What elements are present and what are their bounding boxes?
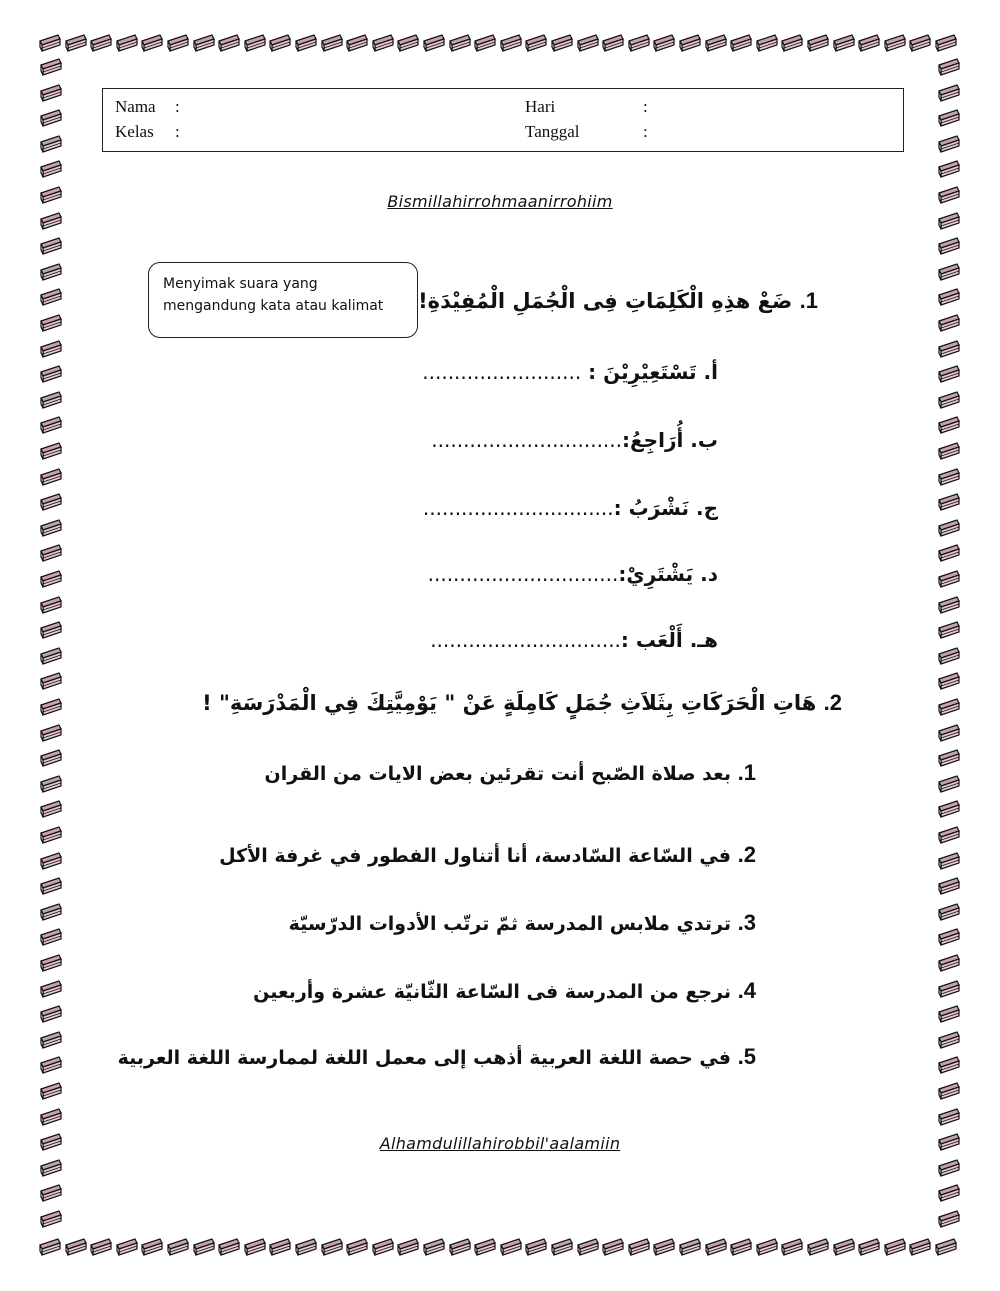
- tanggal-colon: :: [643, 122, 648, 141]
- q1-item-sep: :: [613, 496, 622, 520]
- cake-slice-icon: [64, 1236, 88, 1258]
- cake-slice-icon: [937, 1106, 961, 1128]
- cake-slice-icon: [64, 32, 88, 54]
- cake-slice-icon: [39, 850, 63, 872]
- cake-slice-icon: [937, 747, 961, 769]
- cake-slice-icon: [704, 32, 728, 54]
- cake-slice-icon: [192, 32, 216, 54]
- cake-slice-icon: [937, 670, 961, 692]
- cake-slice-icon: [268, 32, 292, 54]
- cake-slice-icon: [243, 32, 267, 54]
- cake-slice-icon: [937, 210, 961, 232]
- cake-slice-icon: [937, 542, 961, 564]
- nama-field: [115, 97, 180, 117]
- cake-slice-icon: [678, 1236, 702, 1258]
- cake-slice-icon: [345, 1236, 369, 1258]
- cake-slice-icon: [937, 901, 961, 923]
- cake-slice-icon: [320, 32, 344, 54]
- cake-slice-icon: [937, 850, 961, 872]
- cake-slice-icon: [473, 32, 497, 54]
- cake-slice-icon: [550, 32, 574, 54]
- cake-slice-icon: [937, 875, 961, 897]
- cake-slice-icon: [39, 722, 63, 744]
- q1-item-letter: ج.: [695, 496, 718, 520]
- cake-slice-icon: [908, 32, 932, 54]
- cake-slice-icon: [39, 926, 63, 948]
- cake-slice-icon: [140, 32, 164, 54]
- cake-slice-icon: [39, 798, 63, 820]
- q1-item-blank: ..............................: [430, 628, 621, 652]
- question-2-number: 2.: [823, 690, 842, 715]
- q1-item: [431, 428, 718, 452]
- cake-slice-icon: [937, 107, 961, 129]
- cake-slice-icon: [937, 440, 961, 462]
- cake-slice-icon: [755, 32, 779, 54]
- q1-item-blank: ..............................: [427, 562, 619, 586]
- q2-sentence: [219, 842, 756, 868]
- cake-slice-icon: [729, 1236, 753, 1258]
- cake-slice-icon: [937, 261, 961, 283]
- border-left: [38, 56, 64, 1234]
- q1-item-letter: د.: [700, 562, 718, 586]
- cake-slice-icon: [39, 1080, 63, 1102]
- cake-slice-icon: [39, 747, 63, 769]
- q2-sentence: [253, 978, 756, 1004]
- cake-slice-icon: [937, 82, 961, 104]
- cake-slice-icon: [937, 235, 961, 257]
- cake-slice-icon: [937, 1208, 961, 1230]
- cake-slice-icon: [832, 32, 856, 54]
- cake-slice-icon: [39, 414, 63, 436]
- q2-sentence-number: 4.: [737, 978, 756, 1003]
- q1-item-blank: .........................: [422, 360, 582, 384]
- cake-slice-icon: [39, 1029, 63, 1051]
- cake-slice-icon: [448, 1236, 472, 1258]
- border-right: [936, 56, 962, 1234]
- cake-slice-icon: [883, 1236, 907, 1258]
- cake-slice-icon: [39, 491, 63, 513]
- cake-slice-icon: [937, 952, 961, 974]
- q1-item-blank: ..............................: [422, 496, 614, 520]
- cake-slice-icon: [937, 1054, 961, 1076]
- nama-colon: :: [175, 97, 180, 116]
- cake-slice-icon: [89, 32, 113, 54]
- cake-slice-icon: [396, 1236, 420, 1258]
- cake-slice-icon: [601, 32, 625, 54]
- cake-slice-icon: [937, 338, 961, 360]
- question-1-number: 1.: [799, 288, 818, 313]
- cake-slice-icon: [937, 773, 961, 795]
- cake-slice-icon: [937, 312, 961, 334]
- cake-slice-icon: [39, 594, 63, 616]
- cake-slice-icon: [140, 1236, 164, 1258]
- question-2-instruction: هَاتِ الْحَرَكَاتِ بِثَلاَثِ جُمَلٍ كَامِلَةٍ عَنْ " يَوْمِيَّتِكَ فِي الْمَدْرَسَةِ" !: [202, 691, 817, 715]
- border-bottom: [38, 1234, 962, 1260]
- cake-slice-icon: [39, 158, 63, 180]
- cake-slice-icon: [524, 1236, 548, 1258]
- cake-slice-icon: [937, 466, 961, 488]
- cake-slice-icon: [422, 1236, 446, 1258]
- cake-slice-icon: [937, 56, 961, 78]
- cake-slice-icon: [937, 414, 961, 436]
- q1-item-letter: ب.: [690, 428, 718, 452]
- q1-item-sep: :: [618, 562, 627, 586]
- cake-slice-icon: [39, 133, 63, 155]
- kelas-colon: :: [175, 122, 180, 141]
- cake-slice-icon: [39, 978, 63, 1000]
- cake-slice-icon: [39, 440, 63, 462]
- cake-slice-icon: [857, 1236, 881, 1258]
- q2-sentence-number: 5.: [737, 1044, 756, 1069]
- student-info-box: [102, 88, 904, 152]
- cake-slice-icon: [937, 1080, 961, 1102]
- cake-slice-icon: [243, 1236, 267, 1258]
- cake-slice-icon: [39, 619, 63, 641]
- q1-item-letter: أ.: [703, 360, 718, 384]
- cake-slice-icon: [937, 1182, 961, 1204]
- cake-slice-icon: [39, 1106, 63, 1128]
- cake-slice-icon: [937, 1029, 961, 1051]
- kelas-field: [115, 122, 180, 142]
- cake-slice-icon: [38, 1236, 62, 1258]
- cake-slice-icon: [937, 491, 961, 513]
- cake-slice-icon: [217, 1236, 241, 1258]
- cake-slice-icon: [39, 363, 63, 385]
- cake-slice-icon: [166, 1236, 190, 1258]
- q2-sentence-text: نرجع من المدرسة فى السّاعة الثّانيّة عشرة وأربعين: [253, 981, 731, 1003]
- tanggal-field: [525, 122, 648, 142]
- q1-item: [428, 562, 718, 586]
- cake-slice-icon: [937, 158, 961, 180]
- cake-slice-icon: [729, 32, 753, 54]
- cake-slice-icon: [422, 32, 446, 54]
- cake-slice-icon: [39, 542, 63, 564]
- cake-slice-icon: [268, 1236, 292, 1258]
- nama-label: Nama: [115, 97, 156, 116]
- cake-slice-icon: [115, 32, 139, 54]
- cake-slice-icon: [39, 824, 63, 846]
- cake-slice-icon: [39, 312, 63, 334]
- cake-slice-icon: [678, 32, 702, 54]
- cake-slice-icon: [371, 32, 395, 54]
- q1-item-word: نَشْرَبُ: [628, 496, 690, 520]
- kelas-label: Kelas: [115, 122, 154, 141]
- q2-sentence-number: 2.: [737, 842, 756, 867]
- q2-sentence: [118, 1044, 756, 1070]
- cake-slice-icon: [937, 389, 961, 411]
- cake-slice-icon: [937, 568, 961, 590]
- question-2-heading: [202, 690, 842, 716]
- cake-slice-icon: [192, 1236, 216, 1258]
- cake-slice-icon: [937, 133, 961, 155]
- q1-item-word: أُرَاجِعُ: [630, 428, 684, 452]
- cake-slice-icon: [39, 568, 63, 590]
- cake-slice-icon: [39, 670, 63, 692]
- note-box: Menyimak suara yang mengandung kata atau kalimat: [148, 262, 418, 338]
- cake-slice-icon: [937, 978, 961, 1000]
- cake-slice-icon: [601, 1236, 625, 1258]
- cake-slice-icon: [806, 1236, 830, 1258]
- cake-slice-icon: [39, 389, 63, 411]
- cake-slice-icon: [294, 32, 318, 54]
- cake-slice-icon: [780, 32, 804, 54]
- cake-slice-icon: [39, 235, 63, 257]
- cake-slice-icon: [217, 32, 241, 54]
- cake-slice-icon: [576, 1236, 600, 1258]
- cake-slice-icon: [908, 1236, 932, 1258]
- cake-slice-icon: [937, 286, 961, 308]
- tanggal-label: Tanggal: [525, 122, 580, 141]
- q1-item-sep: :: [588, 360, 597, 384]
- cake-slice-icon: [937, 722, 961, 744]
- cake-slice-icon: [371, 1236, 395, 1258]
- q1-item-word: أَلْعَب: [635, 628, 683, 652]
- question-1-heading: [418, 288, 818, 314]
- cake-slice-icon: [550, 1236, 574, 1258]
- cake-slice-icon: [934, 32, 958, 54]
- cake-slice-icon: [39, 1054, 63, 1076]
- cake-slice-icon: [937, 645, 961, 667]
- cake-slice-icon: [627, 32, 651, 54]
- q2-sentence: [289, 910, 756, 936]
- cake-slice-icon: [39, 696, 63, 718]
- q2-sentence-text: بعد صلاة الصّبح أنت تقرئين بعض الايات من القران: [264, 763, 731, 785]
- cake-slice-icon: [166, 32, 190, 54]
- q1-item-sep: :: [622, 428, 631, 452]
- cake-slice-icon: [39, 286, 63, 308]
- cake-slice-icon: [345, 32, 369, 54]
- cake-slice-icon: [39, 1157, 63, 1179]
- cake-slice-icon: [937, 363, 961, 385]
- closing-title: Alhamdulillahirobbil'aalamiin: [379, 1134, 621, 1153]
- question-1-instruction: ضَعْ هذِهِ الْكَلِمَاتِ فِى الْجُمَلِ الْمُفِيْدَةِ!: [418, 289, 793, 313]
- q1-item-letter: هـ.: [689, 628, 718, 652]
- cake-slice-icon: [937, 517, 961, 539]
- q1-item-sep: :: [620, 628, 629, 652]
- q1-item: [430, 628, 718, 652]
- q1-item-word: تَسْتَعِيْرِيْنَ: [603, 360, 697, 384]
- cake-slice-icon: [396, 32, 420, 54]
- cake-slice-icon: [39, 901, 63, 923]
- cake-slice-icon: [39, 56, 63, 78]
- cake-slice-icon: [704, 1236, 728, 1258]
- cake-slice-icon: [755, 1236, 779, 1258]
- cake-slice-icon: [448, 32, 472, 54]
- cake-slice-icon: [39, 82, 63, 104]
- cake-slice-icon: [937, 594, 961, 616]
- cake-slice-icon: [524, 32, 548, 54]
- cake-slice-icon: [39, 210, 63, 232]
- cake-slice-icon: [499, 1236, 523, 1258]
- q1-item-blank: ..............................: [431, 428, 623, 452]
- cake-slice-icon: [39, 1003, 63, 1025]
- cake-slice-icon: [39, 261, 63, 283]
- cake-slice-icon: [780, 1236, 804, 1258]
- hari-field: [525, 97, 648, 117]
- cake-slice-icon: [39, 517, 63, 539]
- q2-sentence-number: 1.: [737, 760, 756, 785]
- cake-slice-icon: [39, 1208, 63, 1230]
- cake-slice-icon: [937, 1157, 961, 1179]
- q1-item-word: يَشْتَرِيْ: [626, 562, 694, 586]
- cake-slice-icon: [576, 32, 600, 54]
- cake-slice-icon: [39, 952, 63, 974]
- q2-sentence-text: ترتدي ملابس المدرسة ثمّ ترتّب الأدوات الدرّسيّة: [288, 913, 731, 935]
- cake-slice-icon: [499, 32, 523, 54]
- cake-slice-icon: [883, 32, 907, 54]
- opening-title: Bismillahirrohmaanirrohiim: [387, 192, 613, 211]
- cake-slice-icon: [937, 1003, 961, 1025]
- border-top: [38, 30, 962, 56]
- hari-label: Hari: [525, 97, 556, 116]
- cake-slice-icon: [320, 1236, 344, 1258]
- hari-colon: :: [643, 97, 648, 116]
- cake-slice-icon: [39, 1182, 63, 1204]
- cake-slice-icon: [38, 32, 62, 54]
- cake-slice-icon: [652, 1236, 676, 1258]
- cake-slice-icon: [937, 824, 961, 846]
- cake-slice-icon: [627, 1236, 651, 1258]
- cake-slice-icon: [115, 1236, 139, 1258]
- cake-slice-icon: [39, 466, 63, 488]
- q2-sentence: [265, 760, 756, 786]
- cake-slice-icon: [39, 875, 63, 897]
- q2-sentence-text: في حصة اللغة العربية أذهب إلى معمل اللغة لممارسة اللغة العربية: [117, 1047, 731, 1069]
- cake-slice-icon: [937, 798, 961, 820]
- cake-slice-icon: [937, 926, 961, 948]
- q1-item: [422, 360, 718, 384]
- cake-slice-icon: [39, 645, 63, 667]
- cake-slice-icon: [39, 773, 63, 795]
- cake-slice-icon: [857, 32, 881, 54]
- cake-slice-icon: [934, 1236, 958, 1258]
- cake-slice-icon: [473, 1236, 497, 1258]
- cake-slice-icon: [39, 107, 63, 129]
- q1-item: [423, 496, 718, 520]
- q2-sentence-text: في السّاعة السّادسة، أنا أتناول الفطور في غرفة الأكل: [219, 845, 731, 867]
- cake-slice-icon: [39, 338, 63, 360]
- cake-slice-icon: [652, 32, 676, 54]
- cake-slice-icon: [937, 619, 961, 641]
- q2-sentence-number: 3.: [737, 910, 756, 935]
- cake-slice-icon: [89, 1236, 113, 1258]
- cake-slice-icon: [832, 1236, 856, 1258]
- cake-slice-icon: [294, 1236, 318, 1258]
- cake-slice-icon: [937, 696, 961, 718]
- cake-slice-icon: [806, 32, 830, 54]
